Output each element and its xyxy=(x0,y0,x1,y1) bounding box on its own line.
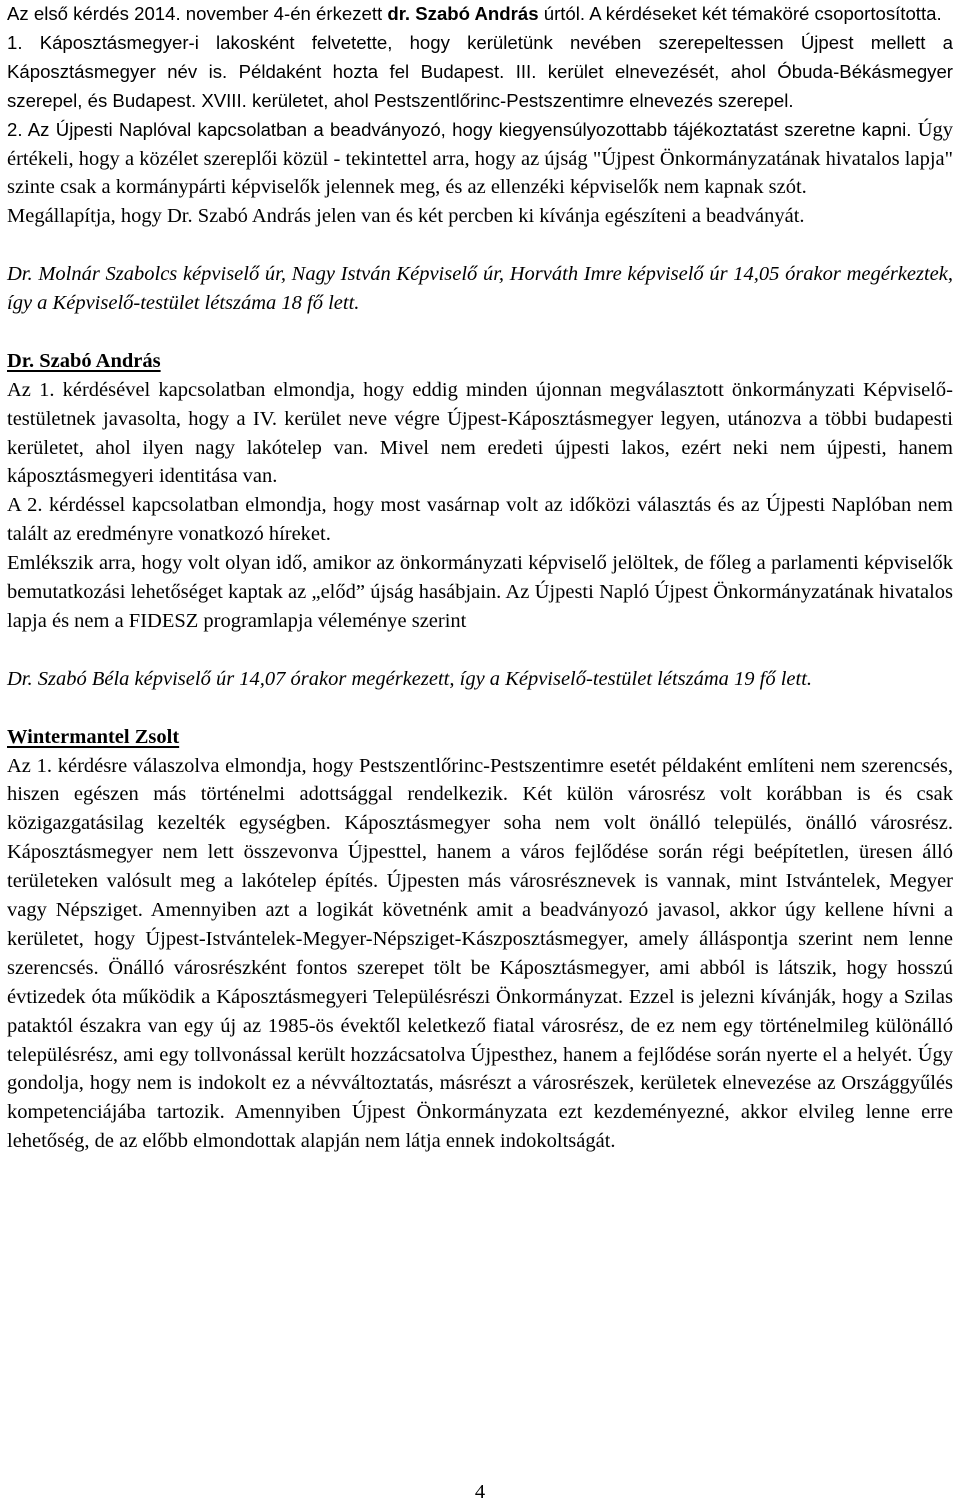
question-2-text: 2. Az Újpesti Naplóval kapcsolatban a beadványozó, hogy kiegyensúlyozottabb tájékoztatást szeretne kapni. xyxy=(7,118,912,140)
speaker-heading-szabo-andras: Dr. Szabó András xyxy=(7,349,161,372)
page-number: 4 xyxy=(474,1481,486,1503)
intro-paragraph xyxy=(7,0,953,29)
intro-speaker: dr. Szabó András xyxy=(387,3,539,24)
section-1-paragraph-1: Az 1. kérdésével kapcsolatban elmondja, hogy eddig minden újonnan megválasztott önkormányzati Képviselő-testületnek javasolta, hogy a IV. kerület neve végre Újpest-Káposztásmegyer legyen, utánozva a többi budapesti kerületet, ahol ilyen nagy lakótelep van. Mivel nem eredeti újpesti lakos, ezért neki nem újpesti, hanem káposztásmegyeri identitása van. xyxy=(7,378,953,488)
intro-text: Az első kérdés 2014. november 4-én érkezett xyxy=(7,3,383,24)
section-1-paragraph-3: Emlékszik arra, hogy volt olyan idő, amikor az önkormányzati képviselő jelöltek, de főleg a parlamenti képviselők bemutatkozási lehetőséget kaptak az „előd” újság hasábjain. Az Újpesti Napló Újpest Önkormányzatának hivatalos lapja és nem a FIDESZ programlapja véleménye szerint xyxy=(7,552,953,632)
section-2-heading-row xyxy=(7,723,953,752)
arrival-note-2: Dr. Szabó Béla képviselő úr 14,07 órakor megérkezett, így a Képviselő-testület létszáma 19 fő lett. xyxy=(7,667,813,690)
section-1-paragraph-2: A 2. kérdéssel kapcsolatban elmondja, hogy most vasárnap volt az időközi választás és az Újpesti Naplóban nem talált az eredményre vonatkozó híreket. xyxy=(7,494,953,546)
intro-text-end: úrtól. A kérdéseket két témaköré csoportosította. xyxy=(543,3,942,24)
question-2-paragraph xyxy=(7,116,953,203)
section-2-paragraph: Az 1. kérdésre válaszolva elmondja, hogy Pestszentlőrinc-Pestszentimre esetét példaként említeni nem szerencsés, hiszen egészen más történelmi adottsággal rendelkezik. Két külön városrész volt korábban is és csak közigazgatásilag kezelték egységben. Káposztásmegyer soha nem volt önálló település, önálló városrész. Káposztásmegyer nem lett összevonva Újpesttel, hanem a város fejlődése során régi beépítetlen, üresen álló területeken valósult meg a lakótelep építés. Újpesten más városrésznevek is vannak, mint Istvántelek, Megyer vagy Népsziget. Amennyiben azt a logikát követnénk amit a beadványozó javasol, akkor úgy kellene hívni a kerületet, hogy Újpest-Istvántelek-Megyer-Népsziget-Kászposztásmegyer, amely álláspontja szerint nem lenne szerencsés. Önálló városrészként fontos szerepet tölt be Káposztásmegyer, ami abból is látszik, hogy hosszú évtizedek óta működik a Káposztásmegyeri Településrészi Önkormányzat. Ezzel is jelezni kívánják, hogy a Szilas pataktól északra van egy új az 1985-ös évektől keletkező fiatal városrész, de ez nem egy történelmileg különálló településrész, ami egy tollvonással került hozzácsatolva Újpesthez, hanem a fejlődése során nyerte el a helyét. Úgy gondolja, hogy nem is indokolt ez a névváltoztatás, másrészt a városrészek, kerületek elnevezése az Országgyűlés kompetenciájába tartozik. Amennyiben Újpest Önkormányzata ezt kezdeményezné, akkor elvileg lenne erre lehetőség, de az előbb elmondottak alapján nem látja ennek indokoltságát. xyxy=(7,754,953,1153)
document-page xyxy=(7,0,953,1156)
arrival-note-1: Dr. Molnár Szabolcs képviselő úr, Nagy István Képviselő úr, Horváth Imre képviselő úr 14,05 órakor megérkeztek, így a Képviselő-testület létszáma 18 fő lett. xyxy=(7,263,953,315)
statement-paragraph: Megállapítja, hogy Dr. Szabó András jelen van és két percben ki kívánja egészíteni a beadványát. xyxy=(7,205,805,228)
question-2-evaluation: Úgy értékeli, hogy a közélet szereplői közül - tekintettel arra, hogy az újság "Újpest Önkormányzatának hivatalos lapja" szinte csak a kormánypárti képviselők jelennek meg, és az ellenzéki képviselők nem kapnak szót. xyxy=(7,118,954,199)
section-1-heading-row xyxy=(7,347,953,376)
speaker-heading-wintermantel-zsolt: Wintermantel Zsolt xyxy=(7,725,180,748)
question-1-paragraph: 1. Káposztásmegyer-i lakosként felvetette, hogy kerületünk nevében szerepeltessen Újpest mellett a Káposztásmegyer név is. Példaként hozta fel Budapest. III. kerület elnevezését, ahol Óbuda-Békásmegyer szerepel, és Budapest. XVIII. kerületet, ahol Pestszentlőrinc-Pestszentimre elnevezés szerepel. xyxy=(7,31,953,111)
